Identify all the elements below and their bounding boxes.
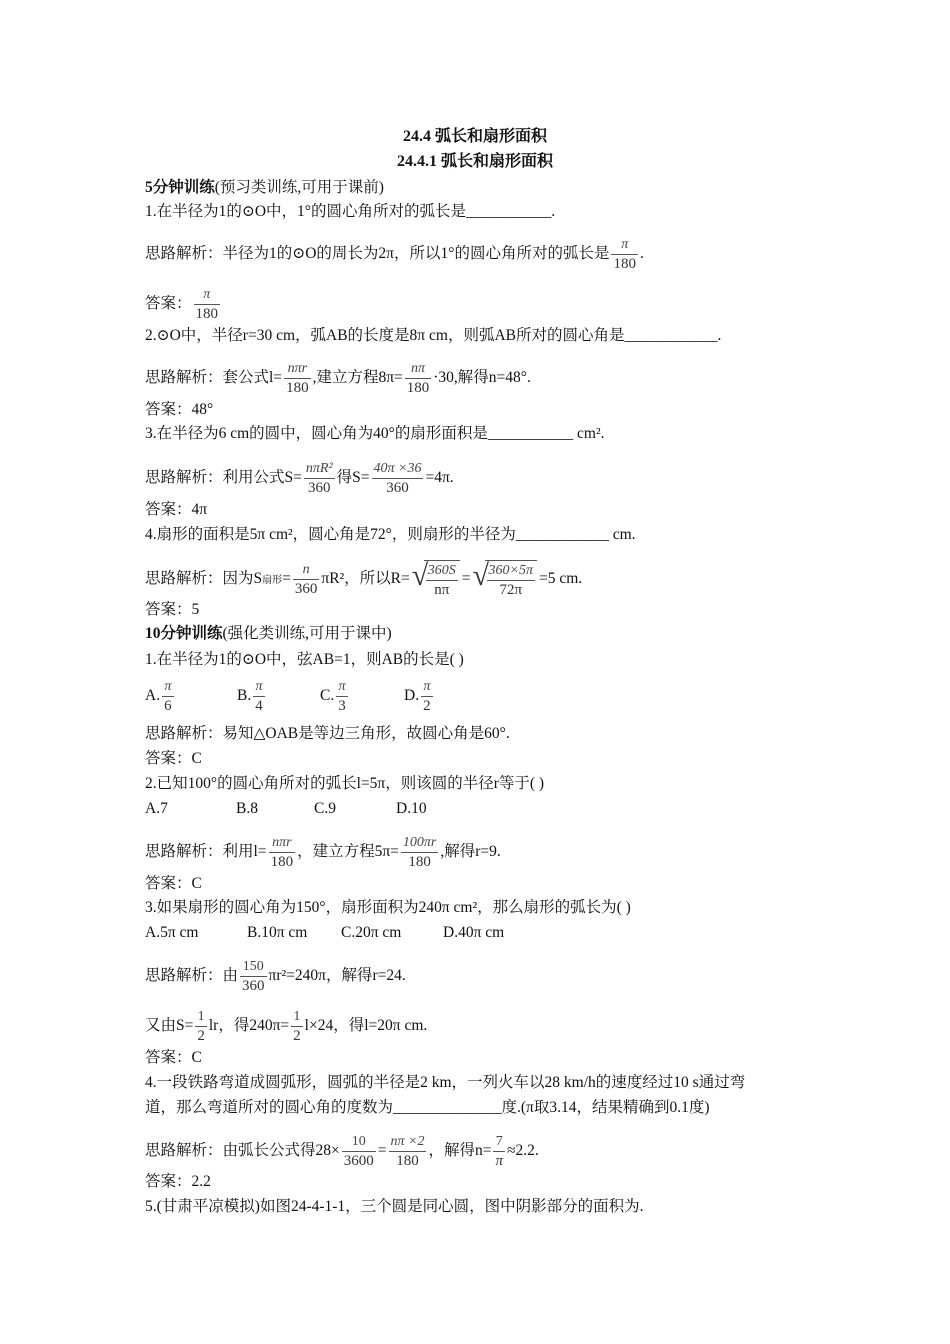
question-4-answer: 答案：5	[145, 601, 200, 618]
fraction-numerator: nπ	[411, 361, 426, 376]
subscript: 扇形	[262, 575, 283, 587]
question-3-answer: 答案：4π	[145, 501, 208, 518]
practice-2-answer: 答案：C	[145, 875, 202, 892]
question-1-solution	[145, 236, 644, 273]
fraction-numerator: 1	[197, 1009, 205, 1024]
fraction-denominator: 180	[401, 852, 438, 871]
question-2: 2.⊙O中，半径r=30 cm，弧AB的长度是8π cm，则弧AB所对的圆心角是____________.	[145, 327, 722, 344]
fraction	[162, 678, 174, 715]
option-b	[237, 678, 320, 715]
practice-3-options	[145, 923, 504, 943]
fraction	[269, 834, 296, 871]
fraction-numerator: 100πr	[402, 835, 437, 850]
solution-text: πR²，所以R=	[321, 570, 410, 588]
fraction-numerator: nπR²	[305, 461, 333, 476]
solution-text: ,解得r=9.	[440, 843, 501, 861]
option-d	[404, 678, 435, 715]
fraction	[389, 1133, 427, 1170]
fraction-denominator: 6	[164, 698, 172, 714]
fraction	[194, 286, 221, 323]
practice-5: 5.(甘肃平凉模拟)如图24-4-1-1，三个圆是同心圆，图中阴影部分的面积为.	[145, 1198, 644, 1215]
fraction	[291, 1008, 303, 1045]
fraction-denominator: 360	[372, 478, 424, 497]
section-label: 5分钟训练	[145, 179, 215, 196]
fraction-numerator: π	[423, 679, 431, 694]
fraction-numerator: 150	[242, 959, 264, 974]
fraction	[405, 360, 432, 397]
practice-2: 2.已知100°的圆心角所对的弧长l=5π，则该圆的半径r等于( )	[145, 775, 545, 792]
solution-text: =	[377, 1142, 387, 1160]
fraction-denominator: 180	[286, 380, 309, 396]
solution-text: l×24，得l=20π cm.	[304, 1017, 428, 1035]
solution-text: ，解得n=	[428, 1142, 492, 1160]
practice-4-answer: 答案：2.2	[145, 1173, 211, 1190]
option-c	[320, 678, 404, 715]
fraction-denominator: 3	[338, 698, 346, 714]
fraction-numerator: nπr	[287, 361, 308, 376]
fraction	[336, 678, 348, 715]
solution-text: ,建立方程8π=	[312, 369, 403, 387]
fraction-denominator: 3600	[343, 1153, 374, 1169]
fraction-numerator: 10	[351, 1134, 366, 1149]
practice-4-solution	[145, 1133, 539, 1170]
fraction-numerator: π	[164, 679, 172, 694]
solution-text: 得S=	[336, 469, 370, 487]
section-note: (预习类训练,可用于课前)	[214, 179, 384, 196]
fraction-numerator: π	[338, 679, 346, 694]
practice-3-solution	[145, 958, 406, 995]
fraction-denominator: 180	[195, 306, 219, 322]
fraction-numerator: 40π ×36	[373, 461, 422, 476]
section-label: 10分钟训练	[145, 625, 223, 642]
solution-text: ，建立方程5π=	[297, 843, 399, 861]
fraction-denominator: 360	[304, 478, 335, 497]
solution-text: =4π.	[425, 469, 454, 487]
practice-1-solution: 思路解析：易知△OAB是等边三角形，故圆心角是60°.	[145, 725, 510, 742]
radical-sign-icon: √	[472, 559, 489, 592]
fraction	[487, 562, 535, 599]
section-10min-heading	[145, 624, 392, 644]
fraction-denominator: 2	[423, 698, 431, 714]
main-title: 24.4 弧长和扇形面积	[402, 128, 547, 145]
practice-2-solution	[145, 834, 501, 871]
practice-3-solution-2	[145, 1008, 427, 1045]
fraction-numerator: 1	[293, 1009, 301, 1024]
solution-text: 思路解析：由	[145, 967, 239, 985]
solution-text: lr，得240π=	[208, 1017, 290, 1035]
practice-2-options	[145, 799, 427, 819]
solution-text: =5 cm.	[539, 570, 583, 588]
option-c: C.20π cm	[341, 924, 402, 941]
practice-1: 1.在半径为1的⊙O中，弦AB=1，则AB的长是( )	[145, 651, 464, 668]
answer-label: 答案：	[145, 295, 192, 313]
square-root	[412, 560, 460, 599]
option-a: A.7	[145, 800, 168, 817]
question-4-solution	[145, 560, 582, 599]
fraction	[401, 834, 438, 871]
solution-text: 思路解析：半径为1的⊙O的周长为2π，所以1°的圆心角所对的弧长是	[145, 245, 610, 263]
fraction	[195, 1008, 207, 1045]
fraction-denominator: 180	[389, 1151, 427, 1170]
question-3: 3.在半径为6 cm的圆中，圆心角为40°的扇形面积是___________ cm².	[145, 425, 605, 442]
solution-text: 思路解析：因为S	[145, 570, 263, 588]
fraction	[611, 236, 638, 273]
fraction-numerator: π	[203, 287, 211, 302]
solution-text: ≈2.2.	[506, 1142, 539, 1160]
solution-text: .	[639, 245, 644, 263]
solution-text: πr²=240π，解得r=24.	[268, 967, 406, 985]
section-5min-heading	[145, 178, 384, 198]
solution-text: 思路解析：利用l=	[145, 843, 267, 861]
fraction-denominator: 180	[406, 380, 430, 396]
fraction	[284, 360, 311, 397]
solution-text: =	[282, 570, 291, 588]
fraction-numerator: π	[255, 679, 263, 694]
fraction	[493, 1133, 505, 1170]
practice-1-answer: 答案：C	[145, 750, 202, 767]
question-1: 1.在半径为1的⊙O中，1°的圆心角所对的弧长是___________.	[145, 203, 556, 220]
option-a	[145, 678, 237, 715]
question-2-solution	[145, 360, 531, 397]
fraction	[293, 561, 320, 598]
solution-text: =	[461, 570, 471, 588]
fraction-numerator: n	[302, 562, 310, 577]
solution-text: 思路解析：套公式l=	[145, 369, 283, 387]
question-1-answer	[145, 286, 222, 323]
fraction-denominator: 180	[270, 854, 294, 870]
fraction-denominator: 72π	[487, 580, 535, 599]
fraction-numerator: 360S	[427, 563, 456, 578]
question-4: 4.扇形的面积是5π cm²，圆心角是72°，则扇形的半径为____________ cm.	[145, 526, 636, 543]
solution-text: 又由S=	[145, 1017, 194, 1035]
fraction-numerator: nπr	[272, 835, 292, 850]
option-b: B.10π cm	[247, 924, 308, 941]
fraction-denominator: 4	[255, 698, 263, 714]
practice-1-options	[145, 678, 435, 715]
option-d: D.40π cm	[443, 924, 505, 941]
option-c: C.9	[314, 800, 336, 817]
option-label: C.	[320, 687, 335, 705]
sub-title: 24.4.1 弧长和扇形面积	[396, 153, 553, 170]
fraction-denominator: 360	[242, 978, 265, 994]
fraction	[342, 1133, 376, 1170]
option-label: D.	[404, 687, 420, 705]
option-b: B.8	[236, 800, 258, 817]
fraction-numerator: 7	[495, 1134, 503, 1149]
fraction-denominator: 2	[197, 1028, 205, 1044]
fraction-numerator: π	[621, 237, 629, 252]
square-root	[473, 560, 537, 599]
fraction	[253, 678, 265, 715]
fraction-denominator: π	[495, 1153, 503, 1169]
practice-4-line-1: 4.一段铁路弯道成圆弧形，圆弧的半径是2 km，一列火车以28 km/h的速度经过10 s通过弯	[145, 1074, 746, 1091]
practice-3: 3.如果扇形的圆心角为150°，扇形面积为240π cm²，那么扇形的弧长为( )	[145, 899, 631, 916]
solution-text: ·30,解得n=48°.	[433, 369, 531, 387]
fraction-numerator: nπ ×2	[390, 1134, 425, 1149]
fraction	[421, 678, 433, 715]
question-2-answer: 答案：48°	[145, 401, 214, 418]
fraction	[240, 958, 267, 995]
fraction-denominator: 2	[293, 1028, 301, 1044]
practice-4-line-2: 道，那么弯道所对的圆心角的度数为______________度.(π取3.14，结果精确到0.1度)	[145, 1099, 710, 1116]
fraction	[304, 460, 335, 497]
question-3-solution	[145, 460, 454, 497]
option-label: A.	[145, 687, 161, 705]
solution-text: 思路解析：利用公式S=	[145, 469, 302, 487]
option-a: A.5π cm	[145, 924, 199, 941]
option-label: B.	[237, 687, 252, 705]
fraction	[372, 460, 424, 497]
fraction	[426, 562, 458, 599]
fraction-numerator: 360×5π	[488, 563, 533, 578]
section-note: (强化类训练,可用于课中)	[222, 625, 392, 642]
fraction-denominator: nπ	[426, 580, 458, 599]
fraction-denominator: 360	[294, 581, 318, 597]
practice-3-answer: 答案：C	[145, 1049, 202, 1066]
radical-sign-icon: √	[411, 559, 429, 592]
solution-text: 思路解析：由弧长公式得28×	[145, 1142, 340, 1160]
option-d: D.10	[396, 800, 427, 817]
fraction-denominator: 180	[613, 256, 636, 272]
